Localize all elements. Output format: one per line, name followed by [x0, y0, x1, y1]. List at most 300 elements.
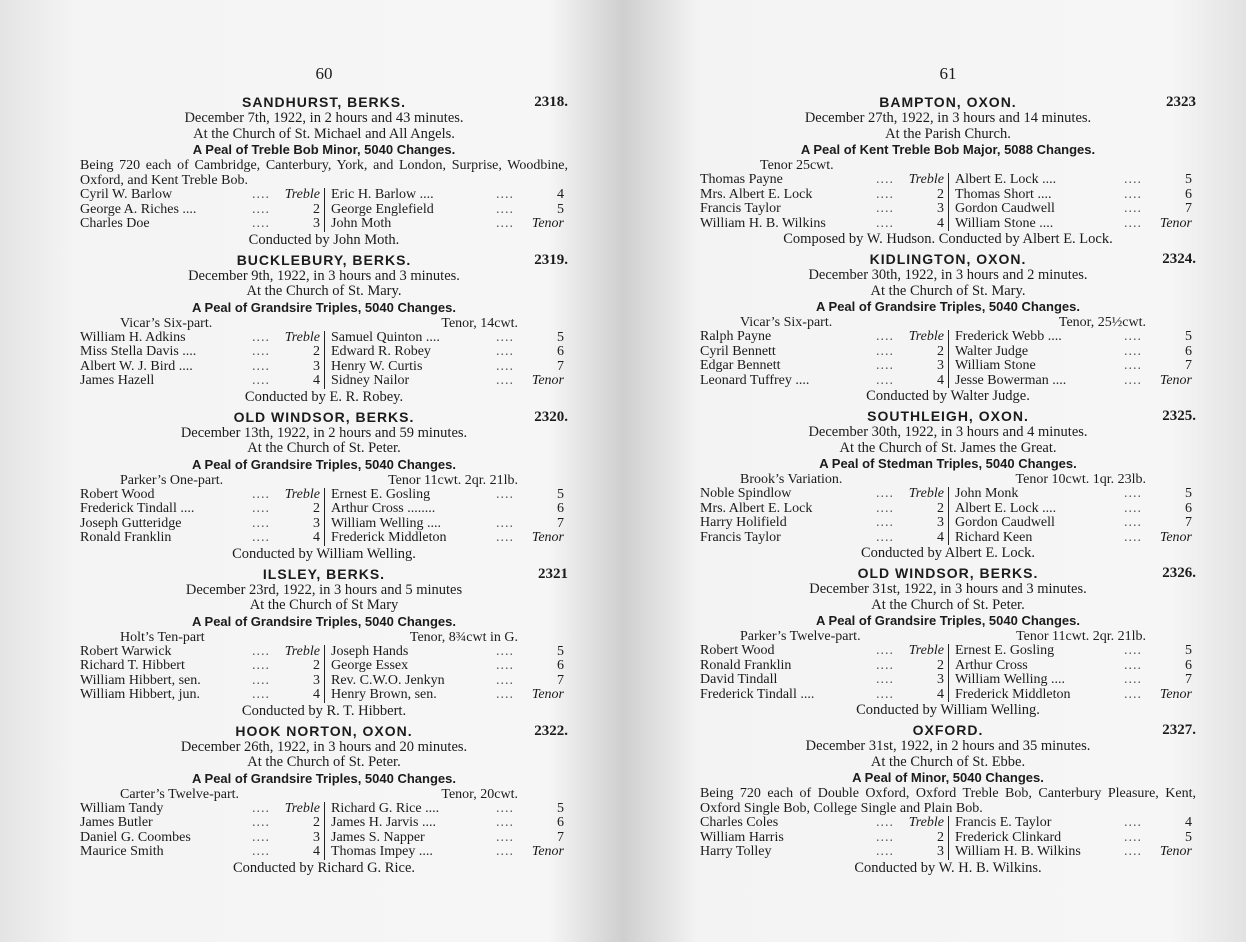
leader-dots: .... — [496, 515, 514, 531]
bell-number: 7 — [1185, 515, 1192, 530]
peal-note: Being 720 each of Double Oxford, Oxford Treble Bob, Canterbury Pleasure, Kent, Oxford Single Bob, College Single and Plain Bob. — [700, 786, 1196, 816]
ringers-table — [700, 644, 1196, 702]
bell-number: 3 — [937, 201, 944, 216]
ringer-name: Cyril Bennett — [700, 344, 776, 359]
bell-number: 5 — [557, 643, 564, 659]
composition-label: Vicar’s Six-part. — [120, 315, 213, 331]
ringer-row — [80, 688, 324, 703]
peal-place: HOOK NORTON, OXON. — [235, 722, 413, 739]
bell-number: 5 — [557, 800, 564, 816]
bell-number: Treble — [284, 329, 320, 345]
ringer-name: Richard G. Rice .... — [331, 801, 440, 816]
peal-record — [700, 93, 1196, 247]
ringer-name: Mrs. Albert E. Lock — [700, 187, 813, 202]
ringer-name: John Monk — [955, 487, 1019, 501]
leader-dots: .... — [876, 500, 894, 516]
composition-tenor-line — [700, 315, 1196, 330]
ringer-row — [700, 644, 948, 659]
conductor-line: Conducted by Walter Judge. — [866, 388, 1030, 404]
ringers-table — [700, 173, 1196, 231]
peal-title: A Peal of Grandsire Triples, 5040 Changes. — [816, 299, 1080, 314]
ringer-row — [80, 331, 324, 346]
peal-detail-line: December 13th, 1922, in 2 hours and 59 minutes. — [180, 424, 468, 441]
ringer-name: Frederick Tindall .... — [80, 502, 195, 516]
ringer-name: Ernest E. Gosling — [331, 487, 431, 502]
peal-number: 2321 — [538, 565, 568, 582]
ringer-name: James Butler — [80, 816, 153, 830]
leader-dots: .... — [876, 815, 894, 830]
conductor-line: Conducted by Albert E. Lock. — [861, 545, 1035, 561]
bell-number: 4 — [313, 530, 320, 545]
peal-heading — [700, 407, 1196, 425]
bell-number: Treble — [908, 815, 944, 830]
ringer-row — [80, 188, 324, 203]
leader-dots: .... — [496, 329, 514, 345]
leader-dots: .... — [496, 643, 514, 659]
leader-dots: .... — [876, 529, 894, 545]
bell-number: Treble — [284, 486, 320, 502]
ringer-row — [331, 645, 568, 660]
bell-number: 5 — [557, 329, 564, 345]
bell-number: 5 — [1185, 486, 1192, 501]
peal-place: BUCKLEBURY, BERKS. — [236, 251, 412, 268]
leader-dots: .... — [876, 201, 894, 216]
leader-dots: .... — [496, 373, 514, 388]
ringers-column — [700, 644, 948, 702]
bell-number: 3 — [313, 829, 320, 845]
peal-detail-line: At the Church of St. Peter. — [247, 440, 401, 456]
conductor-line: Conducted by R. T. Hibbert. — [241, 702, 407, 719]
ringer-name: George Englefield — [331, 202, 434, 217]
ringer-row — [331, 331, 568, 346]
peal-heading — [80, 722, 568, 740]
bell-number: Tenor — [531, 216, 564, 231]
ringers-column — [324, 488, 568, 546]
peal-detail-line: At the Church of St Mary — [249, 597, 399, 613]
peal-record — [80, 251, 568, 405]
leader-dots: .... — [876, 486, 894, 501]
ringers-column — [700, 487, 948, 545]
ringer-row — [331, 502, 568, 517]
ringer-name: David Tindall — [700, 673, 778, 687]
leader-dots: .... — [252, 344, 270, 359]
peal-note: Being 720 each of Cambridge, Canterbury, York, and London, Surprise, Woodbine, Oxford, and Kent Treble Bob. — [80, 158, 568, 188]
ringers-column — [80, 331, 324, 389]
ringer-row — [80, 659, 324, 674]
bell-number: 2 — [313, 815, 320, 830]
leader-dots: .... — [252, 486, 270, 502]
peal-number: 2327. — [1162, 722, 1196, 738]
leader-dots: .... — [1124, 657, 1142, 673]
leader-dots: .... — [876, 515, 894, 530]
leader-dots: .... — [252, 373, 270, 388]
bell-number: 4 — [313, 687, 320, 702]
bell-number: 2 — [313, 658, 320, 673]
ringer-row — [700, 173, 948, 188]
ringers-column — [80, 802, 324, 860]
ringer-row — [331, 831, 568, 846]
peal-record — [80, 93, 568, 248]
bell-number: 7 — [557, 672, 564, 688]
ringers-column — [948, 173, 1196, 231]
bell-number: 5 — [1185, 643, 1192, 658]
ringers-column — [324, 188, 568, 232]
left-page — [80, 55, 568, 879]
leader-dots: .... — [1124, 186, 1142, 202]
bell-number: 5 — [1185, 829, 1192, 845]
ringer-row — [700, 516, 948, 531]
ringer-row — [700, 330, 948, 345]
ringers-table — [80, 802, 568, 860]
ringer-row — [80, 531, 324, 546]
ringers-table — [700, 487, 1196, 545]
ringer-name: James Hazell — [80, 374, 155, 388]
conductor-line: Conducted by W. H. B. Wilkins. — [854, 859, 1042, 876]
ringer-row — [80, 345, 324, 360]
ringer-name: Frederick Clinkard — [955, 830, 1062, 845]
ringer-row — [955, 487, 1196, 502]
ringer-name: Eric H. Barlow .... — [331, 188, 434, 202]
ringer-name: Rev. C.W.O. Jenkyn — [331, 673, 445, 688]
leader-dots: .... — [496, 672, 514, 688]
bell-number: Treble — [284, 643, 320, 659]
peal-heading — [80, 251, 568, 269]
peal-title: A Peal of Kent Treble Bob Major, 5088 Changes. — [800, 142, 1096, 157]
peal-detail-line: December 31st, 1922, in 3 hours and 3 minutes. — [809, 581, 1087, 597]
leader-dots: .... — [496, 201, 514, 217]
ringer-row — [80, 488, 324, 503]
ringer-name: Robert Wood — [700, 644, 775, 658]
ringer-name: Arthur Cross — [955, 658, 1028, 673]
peal-place: ILSLEY, BERKS. — [262, 565, 386, 582]
conductor-line: Conducted by John Moth. — [248, 231, 400, 248]
peal-heading — [80, 93, 568, 111]
ringer-name: Joseph Hands — [331, 644, 409, 659]
peal-number: 2324. — [1162, 251, 1196, 267]
peal-detail-line: At the Church of St. Mary. — [870, 282, 1026, 299]
leader-dots: .... — [496, 687, 514, 702]
ringer-row — [80, 645, 324, 660]
ringer-name: Mrs. Albert E. Lock — [700, 501, 813, 516]
peal-heading — [80, 565, 568, 583]
bell-number: 6 — [1185, 500, 1192, 516]
ringer-row — [955, 345, 1196, 360]
conductor-line: Conducted by E. R. Robey. — [244, 388, 404, 405]
leader-dots: .... — [496, 844, 514, 859]
ringer-name: William H. B. Wilkins — [955, 845, 1081, 859]
ringer-row — [331, 802, 568, 817]
tenor-weight: Tenor, 8¾cwt in G. — [409, 629, 518, 645]
peal-number: 2326. — [1162, 565, 1196, 581]
ringers-column — [324, 331, 568, 389]
leader-dots: .... — [496, 829, 514, 845]
composition-label: Parker’s One-part. — [120, 472, 224, 488]
bell-number: 6 — [1185, 657, 1192, 673]
composition-tenor-line — [700, 472, 1196, 487]
bell-number: 2 — [937, 343, 944, 359]
ringer-name: Robert Warwick — [80, 644, 172, 659]
composition-tenor-line — [80, 787, 568, 802]
ringer-name: Thomas Payne — [700, 173, 783, 187]
leader-dots: .... — [876, 172, 894, 187]
leader-dots — [510, 502, 518, 517]
leader-dots: .... — [252, 844, 270, 859]
ringer-name: Henry W. Curtis — [331, 359, 423, 374]
peal-record — [80, 408, 568, 562]
peal-detail-line: At the Church of St. Ebbe. — [870, 753, 1026, 770]
leader-dots: .... — [496, 800, 514, 816]
ringer-row — [955, 845, 1196, 860]
ringer-row — [331, 674, 568, 689]
peal-number: 2323 — [1166, 94, 1196, 110]
leader-dots: .... — [1124, 529, 1142, 545]
ringer-name: Richard T. Hibbert — [80, 659, 185, 673]
ringer-name: Edgar Bennett — [700, 359, 781, 373]
ringer-row — [331, 203, 568, 218]
leader-dots: .... — [496, 344, 514, 359]
ringer-name: Arthur Cross ........ — [331, 502, 436, 516]
ringer-name: Daniel G. Coombes — [80, 830, 191, 845]
tenor-weight: Tenor 11cwt. 2qr. 21lb. — [388, 472, 518, 488]
bell-number: 6 — [557, 501, 564, 516]
peal-heading — [700, 93, 1196, 111]
ringer-name: William H. B. Wilkins — [700, 216, 826, 231]
ringer-row — [331, 517, 568, 532]
ringer-row — [955, 188, 1196, 203]
ringer-row — [955, 644, 1196, 659]
bell-number: 2 — [313, 501, 320, 516]
leader-dots: .... — [252, 687, 270, 702]
tenor-weight: Tenor, 25½cwt. — [1058, 315, 1146, 330]
bell-number: 7 — [1185, 201, 1192, 216]
ringer-row — [331, 845, 568, 860]
bell-number: Tenor — [1159, 215, 1192, 231]
ringer-name: Ralph Payne — [700, 330, 772, 344]
ringers-column — [324, 645, 568, 703]
bell-number: 3 — [937, 844, 944, 859]
page-number: 60 — [315, 64, 333, 83]
bell-number: 5 — [557, 201, 564, 217]
ringer-name: Ronald Franklin — [700, 658, 792, 673]
ringer-name: George Essex — [331, 659, 409, 673]
bell-number: 2 — [937, 500, 944, 516]
ringer-name: Harry Holifield — [700, 516, 787, 530]
leader-dots: .... — [1124, 686, 1142, 702]
leader-dots: .... — [252, 672, 270, 688]
ringer-row — [331, 488, 568, 503]
tenor-weight: Tenor 10cwt. 1qr. 23lb. — [1015, 472, 1146, 487]
bell-number: 3 — [937, 515, 944, 530]
peal-record — [700, 250, 1196, 404]
ringer-row — [955, 374, 1196, 389]
ringers-column — [948, 487, 1196, 545]
ringer-name: Robert Wood — [80, 487, 155, 502]
ringer-row — [700, 217, 948, 232]
leader-dots: .... — [1124, 343, 1142, 359]
bell-number: 2 — [937, 186, 944, 202]
leader-dots: .... — [496, 358, 514, 374]
ringer-row — [331, 688, 568, 703]
bell-number: 4 — [313, 844, 320, 859]
bell-number: Tenor — [531, 530, 564, 545]
peal-detail-line: At the Church of St. James the Great. — [839, 439, 1057, 456]
leader-dots: .... — [252, 658, 270, 673]
leader-dots: .... — [496, 187, 514, 202]
ringer-row — [80, 360, 324, 375]
ringer-name: Richard Keen — [955, 530, 1033, 545]
ringer-row — [700, 502, 948, 517]
ringer-name: Albert E. Lock .... — [955, 501, 1057, 516]
ringer-name: William Welling .... — [331, 516, 442, 531]
conductor-line: Composed by W. Hudson. Conducted by Albert E. Lock. — [783, 231, 1113, 247]
peal-record — [700, 721, 1196, 876]
page-number: 61 — [939, 64, 957, 83]
peal-number: 2325. — [1162, 408, 1196, 424]
ringer-row — [80, 816, 324, 831]
ringers-column — [80, 188, 324, 232]
ringer-name: Edward R. Robey — [331, 345, 431, 359]
ringer-name: Maurice Smith — [80, 845, 164, 859]
ringers-table — [700, 330, 1196, 388]
peal-title: A Peal of Grandsire Triples, 5040 Changes. — [192, 613, 456, 629]
leader-dots: .... — [252, 530, 270, 545]
ringer-row — [955, 688, 1196, 703]
bell-number: Tenor — [1159, 686, 1192, 702]
bell-number: 2 — [313, 344, 320, 359]
bell-number: 6 — [557, 658, 564, 673]
leader-dots: .... — [496, 486, 514, 502]
ringers-column — [324, 802, 568, 860]
ringer-row — [700, 188, 948, 203]
ringer-name: Frederick Webb .... — [955, 330, 1062, 344]
bell-number: 3 — [313, 515, 320, 531]
ringer-row — [700, 659, 948, 674]
composition-tenor-line — [80, 316, 568, 331]
ringers-table — [80, 645, 568, 703]
composition-label: Carter’s Twelve-part. — [120, 786, 240, 802]
bell-number: 6 — [557, 344, 564, 359]
ringer-row — [700, 345, 948, 360]
leader-dots: .... — [876, 686, 894, 702]
leader-dots: .... — [1124, 172, 1142, 187]
peal-title: A Peal of Treble Bob Minor, 5040 Changes. — [192, 142, 456, 157]
ringer-row — [80, 374, 324, 389]
peal-record — [700, 407, 1196, 561]
ringer-name: Miss Stella Davis .... — [80, 345, 197, 359]
leader-dots: .... — [876, 215, 894, 231]
ringer-row — [955, 531, 1196, 546]
peal-record — [80, 722, 568, 876]
leader-dots: .... — [252, 201, 270, 217]
ringer-row — [80, 674, 324, 689]
ringer-name: William Harris — [700, 830, 784, 845]
peal-detail-line: December 9th, 1922, in 3 hours and 3 minutes. — [188, 267, 460, 284]
peal-heading — [80, 408, 568, 426]
ringer-name: Samuel Quinton .... — [331, 330, 440, 345]
bell-number: Tenor — [531, 687, 564, 702]
ringer-name: James S. Napper — [331, 830, 425, 845]
tenor-weight: Tenor, 14cwt. — [441, 315, 518, 331]
ringer-row — [955, 502, 1196, 517]
peal-record — [80, 565, 568, 719]
bell-number: 4 — [557, 187, 564, 202]
ringer-name: Walter Judge — [955, 344, 1029, 359]
peal-detail-line: December 31st, 1922, in 2 hours and 35 minutes. — [805, 738, 1091, 754]
ringer-name: Charles Coles — [700, 816, 779, 830]
bell-number: 6 — [1185, 343, 1192, 359]
ringer-row — [80, 203, 324, 218]
ringer-name: Albert E. Lock .... — [955, 173, 1057, 187]
peal-title: A Peal of Grandsire Triples, 5040 Changes. — [192, 299, 456, 315]
leader-dots: .... — [252, 515, 270, 531]
bell-number: 6 — [1185, 186, 1192, 202]
ringer-name: Albert W. J. Bird .... — [80, 359, 193, 374]
ringer-row — [700, 359, 948, 374]
ringer-name: Sidney Nailor — [331, 374, 410, 388]
ringer-row — [700, 531, 948, 546]
leader-dots: .... — [252, 216, 270, 231]
ringer-name: William H. Adkins — [80, 330, 186, 345]
ringer-name: James H. Jarvis .... — [331, 816, 436, 830]
ringers-column — [700, 330, 948, 388]
bell-number: 5 — [1185, 172, 1192, 187]
peal-detail-line: At the Church of St. Michael and All Angels. — [193, 125, 455, 142]
peal-title: A Peal of Grandsire Triples, 5040 Changes. — [816, 613, 1080, 628]
bell-number: 3 — [313, 358, 320, 374]
leader-dots: .... — [496, 815, 514, 830]
composition-label: Parker’s Twelve-part. — [740, 629, 861, 644]
tenor-weight: Tenor, 20cwt. — [441, 786, 518, 802]
bell-number: 2 — [313, 201, 320, 217]
leader-dots: .... — [1124, 358, 1142, 373]
peal-title: A Peal of Stedman Triples, 5040 Changes. — [819, 456, 1077, 471]
ringer-row — [80, 517, 324, 532]
tenor-weight: Tenor 11cwt. 2qr. 21lb. — [1016, 629, 1146, 644]
composition-tenor-line — [700, 158, 1196, 173]
ringer-row — [955, 659, 1196, 674]
bell-number: Tenor — [1159, 372, 1192, 388]
bell-number: Treble — [284, 800, 320, 816]
ringer-row — [700, 816, 948, 831]
leader-dots: .... — [1124, 643, 1142, 658]
peal-place: KIDLINGTON, OXON. — [869, 251, 1027, 267]
ringer-name: George A. Riches .... — [80, 202, 197, 217]
leader-dots: .... — [876, 372, 894, 388]
leader-dots: .... — [252, 800, 270, 816]
leader-dots: .... — [1124, 201, 1142, 216]
ringer-name: Ernest E. Gosling — [955, 644, 1055, 658]
ringer-name: Francis E. Taylor — [955, 816, 1052, 830]
conductor-line: Conducted by William Welling. — [232, 545, 416, 562]
bell-number: 4 — [937, 372, 944, 388]
ringer-row — [80, 502, 324, 517]
bell-number: Treble — [284, 187, 320, 202]
leader-dots: .... — [1124, 829, 1142, 845]
ringer-row — [955, 516, 1196, 531]
ringers-column — [948, 816, 1196, 860]
ringer-row — [955, 202, 1196, 217]
peal-heading — [700, 564, 1196, 582]
ringer-row — [955, 330, 1196, 345]
leader-dots: .... — [876, 329, 894, 344]
peal-detail-line: December 30th, 1922, in 3 hours and 2 minutes. — [808, 267, 1088, 283]
ringer-row — [80, 845, 324, 860]
ringer-name: William Stone — [955, 359, 1036, 373]
peal-place: SOUTHLEIGH, OXON. — [867, 408, 1029, 424]
ringer-row — [700, 374, 948, 389]
bell-number: 4 — [937, 215, 944, 231]
ringer-row — [80, 831, 324, 846]
